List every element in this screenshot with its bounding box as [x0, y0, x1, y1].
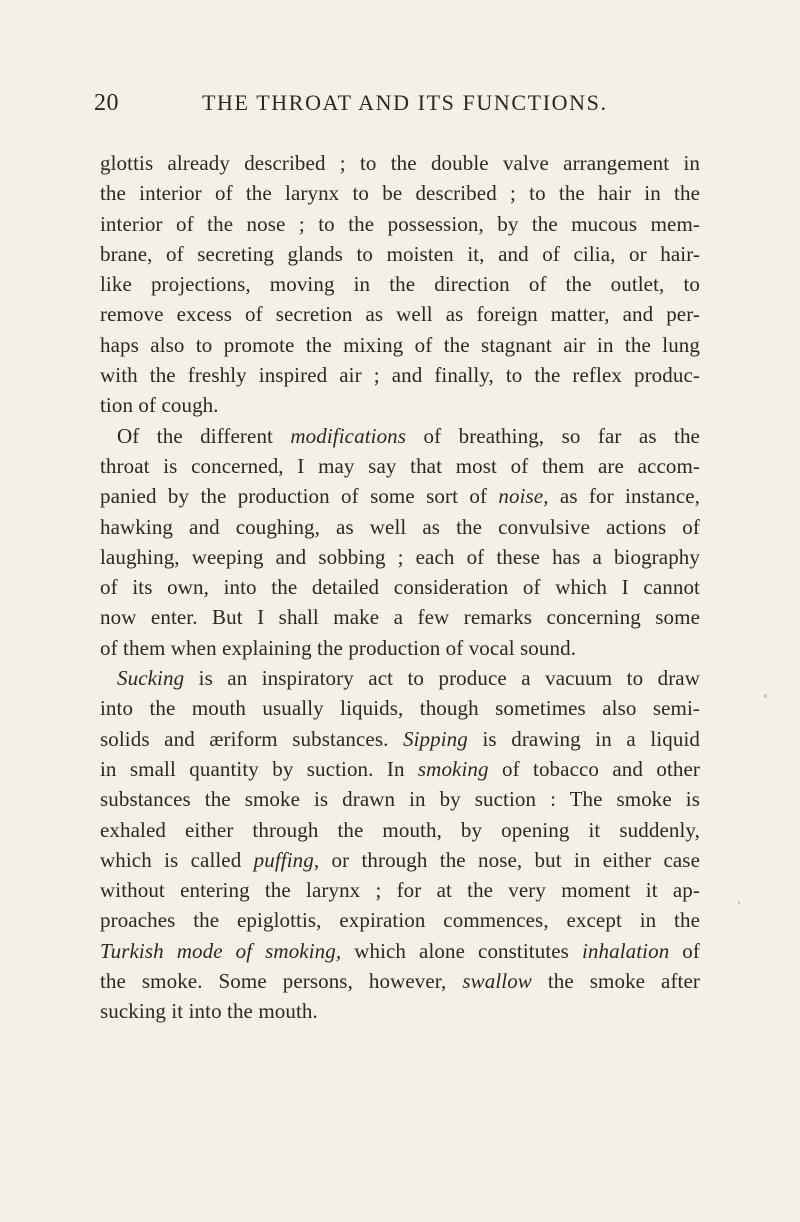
- text-line: [100, 815, 700, 845]
- italic-term: inhalation: [581, 938, 670, 963]
- text-line: [100, 875, 700, 905]
- line-segment: solids and æriform substances.: [100, 726, 404, 751]
- text-line: [100, 269, 700, 299]
- italic-term: Sipping: [403, 726, 468, 751]
- text-line: [100, 178, 700, 208]
- text-line: [100, 148, 700, 178]
- italic-term: smoking: [417, 756, 489, 781]
- line-segment: which alone constitutes: [341, 938, 582, 963]
- line-segment: throat is concerned, I may say that most of them are accom-: [100, 453, 700, 478]
- line-segment: brane, of secreting glands to moisten it, and of cilia, or hair-: [100, 241, 700, 266]
- text-line: [100, 602, 700, 632]
- line-segment: of tobacco and other: [488, 756, 700, 781]
- line-segment: hawking and coughing, as well as the convulsive actions of: [100, 514, 700, 539]
- text-line: [100, 663, 700, 693]
- line-segment: the smoke. Some persons, however,: [100, 969, 463, 994]
- line-segment: sucking it into the mouth.: [100, 999, 318, 1024]
- line-segment: tion of cough.: [100, 393, 219, 418]
- paragraph-3: [100, 663, 700, 1027]
- line-segment: exhaled either through the mouth, by opening it suddenly,: [100, 817, 700, 842]
- line-segment: now enter. But I shall make a few remarks concerning some: [100, 605, 700, 630]
- body-text: [100, 148, 700, 1027]
- text-line: [100, 784, 700, 814]
- italic-term: modifications: [290, 423, 407, 448]
- line-segment: substances the smoke is drawn in by suction : The smoke is: [100, 787, 700, 812]
- page-header: [94, 90, 700, 130]
- line-segment: with the freshly inspired air ; and finally, to the reflex produc-: [100, 363, 700, 388]
- text-line: [100, 239, 700, 269]
- text-line: [100, 754, 700, 784]
- paper-speck: [738, 901, 740, 904]
- italic-term: puffing,: [253, 847, 320, 872]
- italic-term: swallow: [462, 969, 532, 994]
- italic-term: Turkish mode of smoking,: [100, 938, 342, 963]
- text-line: [100, 693, 700, 723]
- line-segment: remove excess of secretion as well as foreign matter, and per-: [100, 302, 700, 327]
- paper-speck: [764, 694, 767, 698]
- text-line: [100, 966, 700, 996]
- line-segment: glottis already described ; to the double valve arrangement in: [100, 151, 700, 175]
- line-segment: the smoke after: [531, 969, 701, 994]
- text-line: [100, 572, 700, 602]
- paragraph-2: [100, 421, 700, 663]
- line-segment: of breathing, so far as the: [406, 423, 700, 448]
- text-line: [100, 209, 700, 239]
- line-segment: panied by the production of some sort of: [100, 484, 499, 509]
- line-segment: laughing, weeping and sobbing ; each of these has a biography: [100, 544, 700, 569]
- italic-term: Sucking: [117, 666, 185, 691]
- line-segment: of: [669, 938, 700, 963]
- text-line: [100, 390, 700, 420]
- text-line: [100, 633, 700, 663]
- line-segment: Of the different: [117, 423, 291, 448]
- text-line: [100, 451, 700, 481]
- text-line: [100, 360, 700, 390]
- line-segment: which is called: [100, 847, 254, 872]
- line-segment: like projections, moving in the direction of the outlet, to: [100, 272, 700, 297]
- text-line: [100, 421, 700, 451]
- line-segment: of them when explaining the production of vocal sound.: [100, 635, 577, 660]
- text-line: [100, 481, 700, 511]
- line-segment: is an inspiratory act to produce a vacuum to draw: [184, 666, 700, 691]
- text-line: [100, 845, 700, 875]
- line-segment: without entering the larynx ; for at the very moment it ap-: [100, 878, 700, 903]
- text-line: [100, 512, 700, 542]
- line-segment: or through the nose, but in either case: [319, 847, 701, 872]
- text-line: [100, 299, 700, 329]
- line-segment: of its own, into the detailed consideration of which I cannot: [100, 575, 700, 600]
- line-segment: the interior of the larynx to be described ; to the hair in the: [100, 181, 700, 206]
- line-segment: proaches the epiglottis, expiration commences, except in the: [100, 908, 700, 933]
- line-segment: interior of the nose ; to the possession, by the mucous mem-: [100, 211, 700, 236]
- text-line: [100, 905, 700, 935]
- line-segment: haps also to promote the mixing of the stagnant air in the lung: [100, 332, 700, 357]
- page-number: 20: [94, 90, 119, 116]
- text-line: [100, 996, 700, 1026]
- paragraph-1: [100, 148, 700, 421]
- line-segment: as for instance,: [548, 484, 701, 509]
- italic-term: noise,: [498, 484, 549, 509]
- running-head: THE THROAT AND ITS FUNCTIONS.: [202, 90, 608, 115]
- text-line: [100, 330, 700, 360]
- text-line: [100, 542, 700, 572]
- line-segment: in small quantity by suction. In: [100, 756, 418, 781]
- text-line: [100, 936, 700, 966]
- text-line: [100, 724, 700, 754]
- line-segment: is drawing in a liquid: [467, 726, 700, 751]
- line-segment: into the mouth usually liquids, though sometimes also semi-: [100, 696, 700, 721]
